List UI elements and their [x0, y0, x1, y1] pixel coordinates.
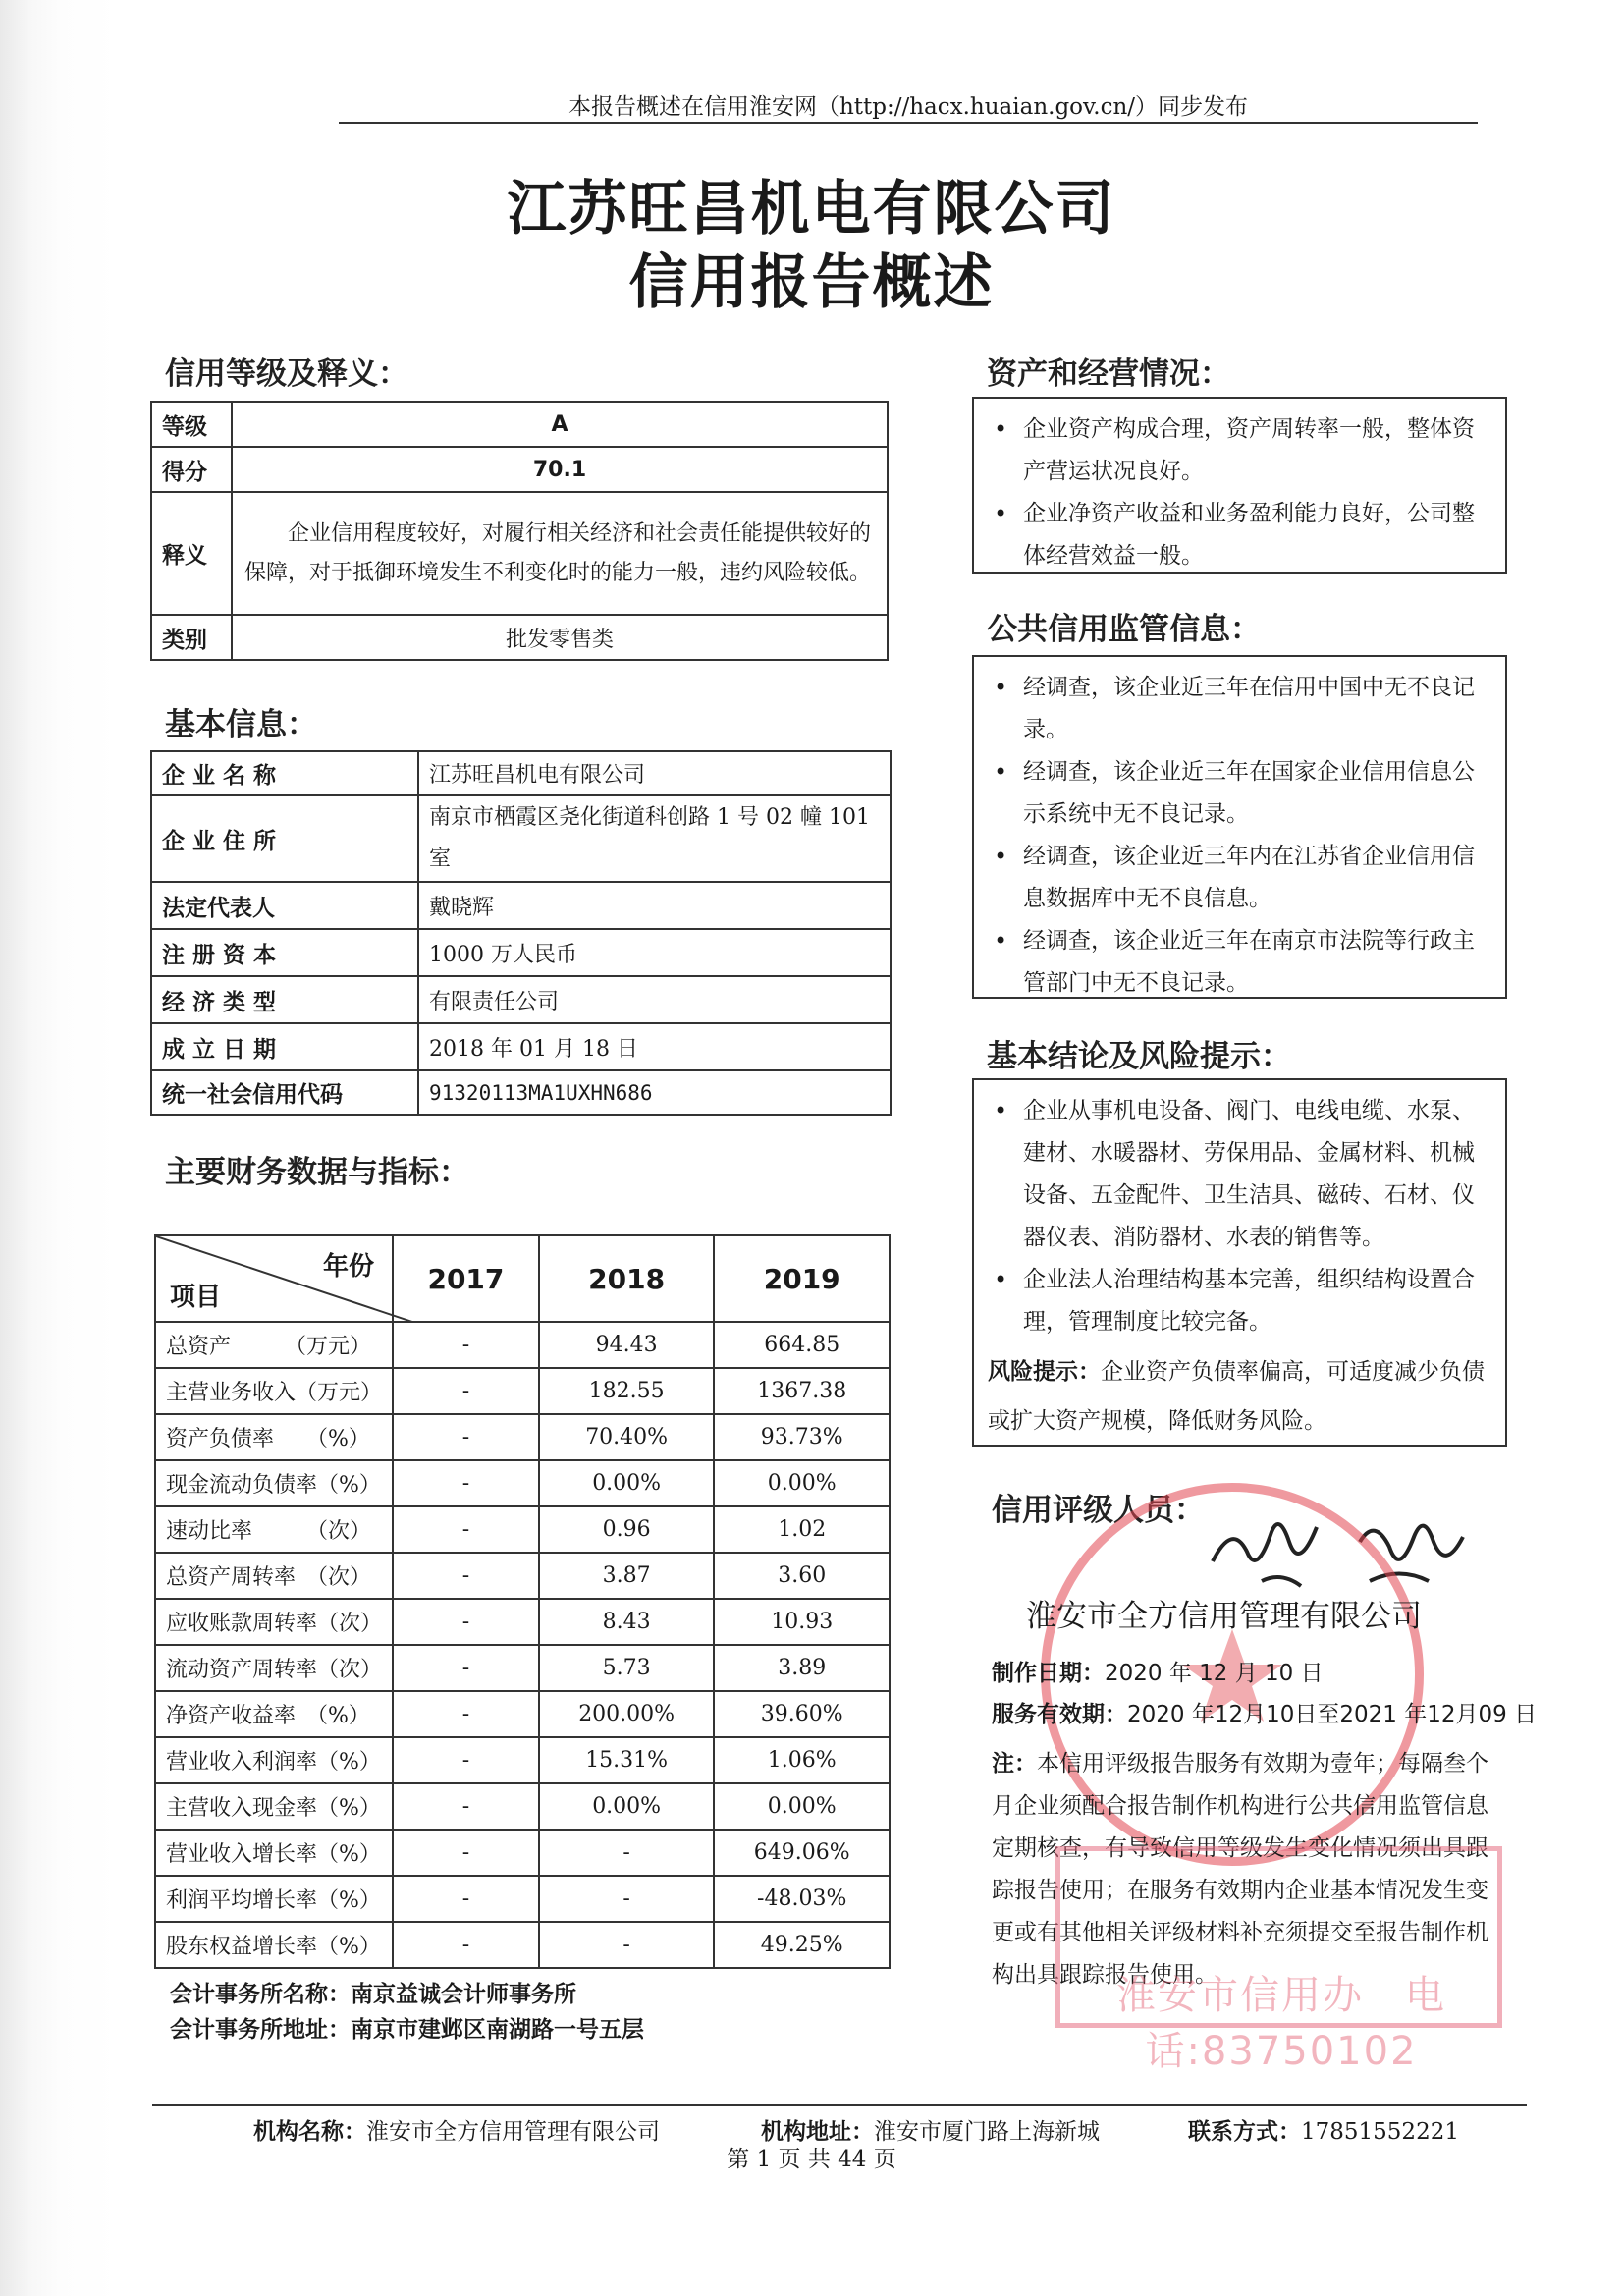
finance-value: -	[393, 1922, 539, 1968]
finance-value: 8.43	[539, 1599, 715, 1645]
credit-grade: A	[232, 402, 888, 447]
firm-address-line	[170, 2011, 644, 2044]
finance-item-name: 现金流动负债率（%）	[155, 1460, 393, 1506]
finance-item-name: 净资产收益率 （%）	[155, 1691, 393, 1737]
finance-item-name: 利润平均增长率（%）	[155, 1876, 393, 1922]
finance-row	[155, 1645, 890, 1691]
finance-value: 1367.38	[714, 1368, 890, 1414]
date-line	[992, 1655, 1324, 1687]
finance-row	[155, 1876, 890, 1922]
credit-label: 类别	[151, 615, 232, 660]
finance-value: -	[393, 1599, 539, 1645]
finance-item-name: 资产负债率 （%）	[155, 1414, 393, 1460]
finance-item-name: 总资产 （万元）	[155, 1322, 393, 1368]
credit-label: 得分	[151, 447, 232, 492]
note-text: 本信用评级报告服务有效期为壹年；每隔叁个月企业须配合报告制作机构进行公共信用监管信息定期核查，有导致信用等级发生变化情况须出具跟踪报告使用；在服务有效期内企业基本情况发生变更或有其他相关评级材料补充须提交至报告制作机构出具跟踪报告使用。	[992, 1751, 1488, 1988]
valid-label: 服务有效期：	[992, 1702, 1127, 1727]
public-item: • 经调查，该企业近三年在南京市法院等行政主管部门中无不良记录。	[988, 920, 1488, 1005]
finance-heading: 主要财务数据与指标：	[165, 1155, 469, 1190]
finance-row	[155, 1414, 890, 1460]
finance-value: 664.85	[714, 1322, 890, 1368]
finance-value: 10.93	[714, 1599, 890, 1645]
basic-value: 91320113MA1UXHN686	[418, 1070, 891, 1115]
basic-label: 成 立 日 期	[151, 1023, 418, 1070]
finance-value: -	[393, 1553, 539, 1599]
finance-value: -	[393, 1737, 539, 1783]
finance-value: 0.00%	[714, 1783, 890, 1830]
finance-value: 39.60%	[714, 1691, 890, 1737]
finance-value: 182.55	[539, 1368, 715, 1414]
finance-value: -	[393, 1322, 539, 1368]
public-item: • 经调查，该企业近三年在信用中国中无不良记录。	[988, 667, 1488, 751]
finance-value: 3.60	[714, 1553, 890, 1599]
public-item: • 经调查，该企业近三年内在江苏省企业信用信息数据库中无不良信息。	[988, 836, 1488, 920]
finance-value: 0.00%	[539, 1460, 715, 1506]
finance-value: -	[393, 1691, 539, 1737]
credit-label: 释义	[151, 492, 232, 615]
finance-row	[155, 1783, 890, 1830]
year-header: 2017	[393, 1235, 539, 1322]
finance-value: -48.03%	[714, 1876, 890, 1922]
basic-heading: 基本信息：	[165, 707, 317, 742]
finance-value: 15.31%	[539, 1737, 715, 1783]
footer-org-value: 淮安市全方信用管理有限公司	[366, 2119, 660, 2145]
footer-contact-value: 17851552221	[1301, 2119, 1459, 2145]
finance-row	[155, 1737, 890, 1783]
finance-row	[155, 1691, 890, 1737]
finance-value: -	[393, 1460, 539, 1506]
basic-label: 法定代表人	[151, 882, 418, 929]
finance-value: -	[393, 1506, 539, 1553]
conclusion-heading: 基本结论及风险提示：	[987, 1039, 1291, 1074]
finance-item-name: 营业收入增长率（%）	[155, 1830, 393, 1876]
finance-value: 0.00%	[714, 1460, 890, 1506]
conclusion-item: • 企业法人治理结构基本完善，组织结构设置合理，管理制度比较完备。	[988, 1259, 1488, 1343]
risk-tip	[988, 1347, 1488, 1446]
note-label: 注：	[992, 1751, 1037, 1777]
valid-line	[992, 1696, 1537, 1728]
office-stamp-text: 淮安市信用办 电话:83750102	[1116, 1973, 1446, 2074]
corner-year-label: 年份	[323, 1252, 375, 1282]
date-value: 2020 年 12 月 10 日	[1105, 1661, 1324, 1686]
finance-value: 70.40%	[539, 1414, 715, 1460]
report-title: 信用报告概述	[628, 248, 995, 317]
finance-value: -	[393, 1783, 539, 1830]
finance-value: -	[393, 1876, 539, 1922]
basic-label: 统一社会信用代码	[151, 1070, 418, 1115]
firm-address-label: 会计事务所地址：	[170, 2017, 351, 2043]
basic-label: 经 济 类 型	[151, 976, 418, 1023]
finance-row	[155, 1553, 890, 1599]
finance-value: 1.02	[714, 1506, 890, 1553]
credit-definition: 企业信用程度较好，对履行相关经济和社会责任能提供较好的保障，对于抵御环境发生不利变化时的能力一般，违约风险较低。	[232, 492, 888, 615]
page-number: 第 1 页 共 44 页	[727, 2147, 896, 2172]
assets-heading: 资产和经营情况：	[987, 356, 1230, 392]
assets-item: • 企业净资产收益和业务盈利能力良好，公司整体经营效益一般。	[988, 493, 1488, 577]
credit-score: 70.1	[232, 447, 888, 492]
finance-table	[154, 1234, 891, 1969]
credit-label: 等级	[151, 402, 232, 447]
finance-value: -	[539, 1830, 715, 1876]
basic-info-table	[150, 750, 892, 1116]
finance-row	[155, 1322, 890, 1368]
basic-value: 江苏旺昌机电有限公司	[418, 751, 891, 795]
basic-label: 企 业 名 称	[151, 751, 418, 795]
finance-item-name: 营业收入利润率（%）	[155, 1737, 393, 1783]
company-title: 江苏旺昌机电有限公司	[507, 175, 1116, 244]
finance-item-name: 流动资产周转率（次）	[155, 1645, 393, 1691]
basic-value: 南京市栖霞区尧化街道科创路 1 号 02 幢 101 室	[418, 795, 891, 882]
credit-table	[150, 401, 889, 661]
public-heading: 公共信用监管信息：	[987, 612, 1261, 647]
finance-value: 94.43	[539, 1322, 715, 1368]
firm-name: 南京益诚会计师事务所	[351, 1982, 576, 2007]
footer-contact-label: 联系方式：	[1188, 2119, 1301, 2145]
finance-item-name: 应收账款周转率（次）	[155, 1599, 393, 1645]
finance-item-name: 速动比率 （次）	[155, 1506, 393, 1553]
firm-name-label: 会计事务所名称：	[170, 1982, 351, 2007]
finance-corner	[155, 1235, 393, 1322]
public-box	[972, 655, 1507, 999]
firm-name-line	[170, 1976, 576, 2008]
finance-item-name: 主营收入现金率（%）	[155, 1783, 393, 1830]
finance-value: 49.25%	[714, 1922, 890, 1968]
finance-value: 3.89	[714, 1645, 890, 1691]
footer-rule	[152, 2104, 1527, 2106]
rating-heading: 信用评级人员：	[992, 1493, 1205, 1528]
valid-value: 2020 年12月10日至2021 年12月09 日	[1127, 1702, 1538, 1727]
basic-label: 注 册 资 本	[151, 929, 418, 976]
footer-address-value: 淮安市厦门路上海新城	[874, 2119, 1100, 2145]
finance-value: 0.96	[539, 1506, 715, 1553]
header-rule	[339, 122, 1478, 124]
finance-row	[155, 1922, 890, 1968]
footer-org-label: 机构名称：	[253, 2119, 366, 2145]
finance-value: 200.00%	[539, 1691, 715, 1737]
finance-value: 649.06%	[714, 1830, 890, 1876]
assets-item: • 企业资产构成合理，资产周转率一般，整体资产营运状况良好。	[988, 409, 1488, 493]
assets-box	[972, 397, 1507, 574]
finance-value: -	[393, 1414, 539, 1460]
rating-company: 淮安市全方信用管理有限公司	[1026, 1599, 1422, 1634]
basic-label: 企 业 住 所	[151, 795, 418, 882]
corner-item-label: 项目	[170, 1283, 222, 1312]
finance-item-name: 股东权益增长率（%）	[155, 1922, 393, 1968]
date-label: 制作日期：	[992, 1661, 1105, 1686]
basic-value: 戴晓辉	[418, 882, 891, 929]
risk-text: 企业资产负债率偏高，可适度减少负债或扩大资产规模，降低财务风险。	[988, 1359, 1485, 1434]
finance-value: 93.73%	[714, 1414, 890, 1460]
finance-value: -	[393, 1368, 539, 1414]
finance-value: 3.87	[539, 1553, 715, 1599]
finance-row	[155, 1460, 890, 1506]
finance-value: -	[393, 1645, 539, 1691]
basic-value: 2018 年 01 月 18 日	[418, 1023, 891, 1070]
finance-row	[155, 1599, 890, 1645]
finance-value: -	[393, 1830, 539, 1876]
finance-row	[155, 1506, 890, 1553]
credit-heading: 信用等级及释义：	[165, 356, 408, 392]
year-header: 2018	[539, 1235, 715, 1322]
credit-category: 批发零售类	[232, 615, 888, 660]
finance-item-name: 主营业务收入（万元）	[155, 1368, 393, 1414]
finance-value: 5.73	[539, 1645, 715, 1691]
conclusion-box	[972, 1078, 1507, 1447]
finance-value: 1.06%	[714, 1737, 890, 1783]
finance-rows	[155, 1322, 890, 1968]
public-item: • 经调查，该企业近三年在国家企业信用信息公示系统中无不良记录。	[988, 751, 1488, 836]
finance-row	[155, 1830, 890, 1876]
conclusion-item: • 企业从事机电设备、阀门、电线电缆、水泵、建材、水暖器材、劳保用品、金属材料、机械设备、五金配件、卫生洁具、磁砖、石材、仪器仪表、消防器材、水表的销售等。	[988, 1090, 1488, 1259]
basic-value: 1000 万人民币	[418, 929, 891, 976]
header-note: 本报告概述在信用淮安网（http://hacx.huaian.gov.cn/）同步发布	[568, 94, 1249, 120]
finance-value: 0.00%	[539, 1783, 715, 1830]
year-header: 2019	[714, 1235, 890, 1322]
footer-address-label: 机构地址：	[761, 2119, 874, 2145]
firm-address: 南京市建邺区南湖路一号五层	[351, 2017, 644, 2043]
basic-value: 有限责任公司	[418, 976, 891, 1023]
finance-item-name: 总资产周转率 （次）	[155, 1553, 393, 1599]
finance-value: -	[539, 1876, 715, 1922]
risk-label: 风险提示：	[988, 1359, 1101, 1385]
finance-value: -	[539, 1922, 715, 1968]
finance-row	[155, 1368, 890, 1414]
